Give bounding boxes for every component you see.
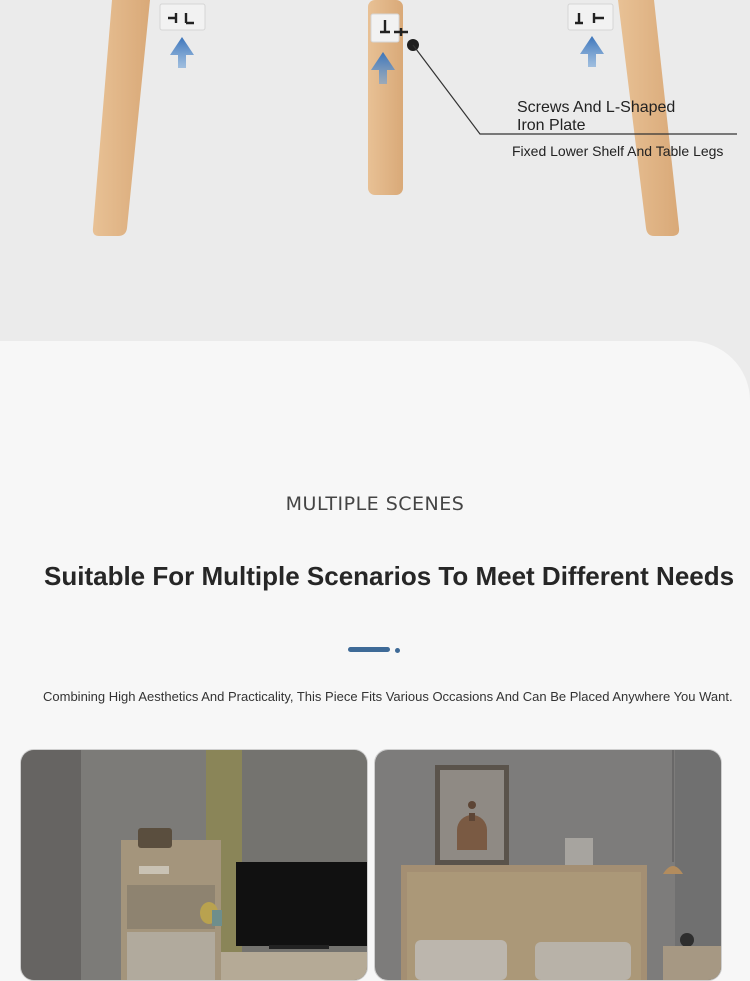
section-headline: Suitable For Multiple Scenarios To Meet Different Needs (44, 561, 735, 591)
section-description: Combining High Aesthetics And Practicality, This Piece Fits Various Occasions And Can Be Placed Anywhere You Want. (43, 689, 733, 704)
section-eyebrow: MULTIPLE SCENES (285, 493, 465, 515)
left-table-leg (93, 0, 150, 236)
accent-divider-dot (395, 648, 400, 653)
callout-subtitle: Fixed Lower Shelf And Table Legs (512, 143, 724, 159)
radio-icon (138, 828, 172, 848)
tv-icon (236, 862, 367, 946)
callout-title (517, 99, 717, 135)
bedroom-scene-image (374, 749, 722, 981)
living-room-scene-image (20, 749, 368, 981)
accent-divider (348, 647, 390, 652)
callout-title-line2: Iron Plate (517, 117, 586, 134)
left-bracket-icon (160, 4, 205, 30)
left-up-arrow-icon (170, 37, 194, 68)
clock-icon (680, 933, 694, 947)
leg-illustration (0, 0, 750, 345)
callout-title-line1: Screws And L-Shaped (517, 99, 676, 116)
right-bracket-icon (568, 4, 613, 30)
leg-assembly-diagram (0, 0, 750, 345)
right-up-arrow-icon (580, 36, 604, 67)
